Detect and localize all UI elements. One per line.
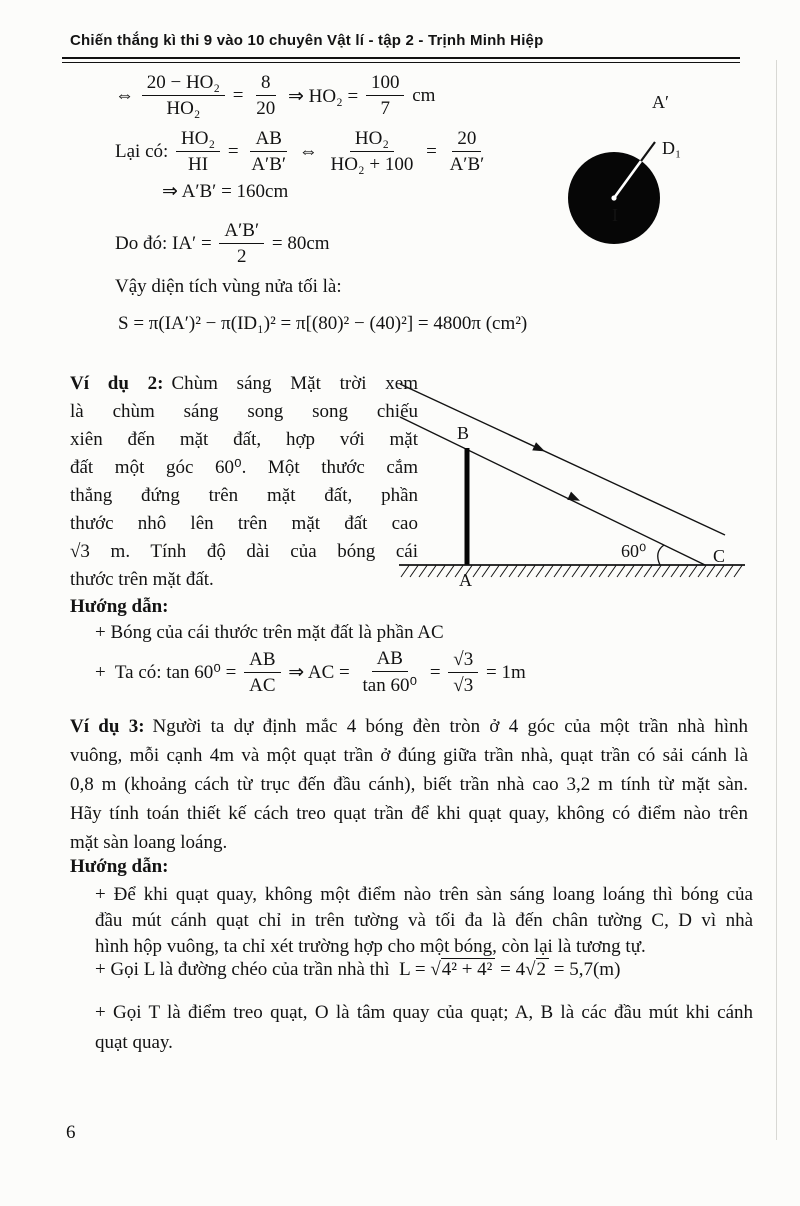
example3-label: Ví dụ 3: [70, 716, 145, 737]
hatch-tick [527, 566, 535, 578]
square-root [525, 958, 549, 981]
math-text: = 4 [495, 958, 526, 980]
hatch-tick [680, 566, 688, 578]
hatch-tick [428, 566, 436, 578]
ray-arrowhead [532, 442, 547, 455]
hatch-tick [599, 566, 607, 578]
hatch-tick [509, 566, 517, 578]
math-text: ⇒ AC = [283, 662, 355, 683]
example3-line: 0,8 m (khoảng cách từ trục đến đầu cánh), biết trần nhà cao 3,2 m tính từ mặt sàn. [70, 774, 748, 795]
denominator: AC [249, 674, 276, 696]
denominator: A′B′ [251, 154, 287, 175]
hatch-tick [572, 566, 580, 578]
hatch-tick [518, 566, 526, 578]
example2-line-text: Chùm sáng Mặt trời xem [171, 373, 418, 394]
numerator: 20 [452, 128, 481, 152]
math-text: = [228, 85, 249, 106]
square-root [430, 958, 495, 981]
ground-hatching [401, 566, 742, 578]
fraction [445, 128, 490, 176]
hatch-tick [617, 566, 625, 578]
math-text: ⇔ [294, 141, 323, 162]
denominator: HO₂ [166, 98, 201, 119]
header-rule-thin [62, 62, 740, 63]
guide2-paragraph [95, 882, 753, 960]
denominator: 7 [380, 98, 390, 119]
math-text: = [421, 141, 442, 162]
radicand: 4² + 4² [441, 958, 496, 981]
hatch-tick [734, 566, 742, 578]
sun-rays [400, 384, 725, 565]
example3-line-text: Người ta dự định mắc 4 bóng đèn tròn ở 4 góc của một trần nhà hình [152, 716, 748, 737]
hatch-tick [554, 566, 562, 578]
numerator: 8 [256, 72, 276, 96]
example3-line: Hãy tính toán thiết kế cách treo quạt trần để khi quạt quay, không có điểm nào trên [70, 803, 748, 824]
penumbra-diagram [552, 88, 722, 263]
hatch-tick [635, 566, 643, 578]
hatch-tick [653, 566, 661, 578]
guide1-title: Hướng dẫn: [70, 596, 169, 617]
formula-ab-result: ⇒ A′B′ = 160cm [162, 181, 289, 202]
numerator: HO₂ [176, 128, 220, 152]
hatch-tick [491, 566, 499, 578]
numerator: A′B′ [219, 220, 264, 244]
math-text: Lại có: [115, 141, 174, 162]
hatch-tick [536, 566, 544, 578]
solution-intro-text: Vậy diện tích vùng nửa tối là: [115, 276, 342, 297]
label-c: C [713, 546, 726, 566]
numerator: AB [250, 128, 286, 152]
example2-line: thẳng đứng trên mặt đất, phần [70, 485, 418, 506]
shadow-diagram [395, 382, 753, 600]
fraction [142, 72, 225, 120]
hatch-tick [581, 566, 589, 578]
label-a-prime: A′ [652, 92, 669, 112]
example2-line: xiên đến mặt đất, hợp với mặt [70, 429, 418, 450]
guide2-point-t [95, 998, 753, 1058]
hatch-tick [608, 566, 616, 578]
fraction [448, 649, 478, 697]
guide1-point2-formula [95, 648, 526, 697]
hatch-tick [419, 566, 427, 578]
math-text: Do đó: IA′ = [115, 233, 217, 254]
rod-outside-disc [641, 142, 655, 161]
formula-area: S = π(IA′)² − π(ID₁)² = π[(80)² − (40)²] = 4800π (cm²) [118, 313, 528, 334]
denominator: 20 [256, 98, 276, 119]
hatch-tick [410, 566, 418, 578]
denominator: tan 60⁰ [362, 675, 418, 696]
example2-paragraph [70, 370, 418, 594]
radicand: 2 [536, 958, 550, 981]
example2-line [70, 370, 418, 398]
hatch-tick [698, 566, 706, 578]
hatch-tick [437, 566, 445, 578]
example2-line: đất một góc 60⁰. Một thước cắm [70, 457, 418, 478]
math-text: ⇔ [115, 85, 139, 106]
guide2-diagonal-formula [95, 958, 620, 981]
hatch-tick [473, 566, 481, 578]
fraction [357, 648, 422, 697]
label-d1: D₁ [662, 138, 682, 158]
fraction [246, 128, 291, 176]
guide2-line: + Để khi quạt quay, không một điểm nào trên sàn sáng loang loáng thì bóng của [95, 884, 753, 905]
math-text: + Ta có: tan 60⁰ = [95, 662, 242, 683]
math-text: = 80cm [267, 233, 330, 254]
label-i: I [612, 205, 618, 225]
example3-line [70, 712, 748, 741]
hatch-tick [716, 566, 724, 578]
header-rule-thick [62, 57, 740, 59]
numerator: AB [372, 648, 408, 672]
hatch-tick [725, 566, 733, 578]
label-b: B [457, 423, 470, 443]
guide2-line: hình hộp vuông, ta chỉ xét trường hợp cho một bóng, còn lại là tương tự. [95, 936, 646, 957]
numerator: AB [244, 649, 280, 673]
example2-line: là chùm sáng song song chiếu [70, 401, 418, 422]
hatch-tick [563, 566, 571, 578]
numerator: HO₂ [350, 128, 394, 152]
example3-line: vuông, mỗi cạnh 4m và một quạt trần ở đúng giữa trần nhà, quạt trần có sải cánh là [70, 745, 748, 766]
example3-paragraph [70, 712, 748, 857]
numerator: √3 [448, 649, 478, 673]
formula-ho2 [115, 72, 435, 120]
hatch-tick [689, 566, 697, 578]
radical-sign: √ [430, 959, 441, 980]
math-text: = [223, 141, 244, 162]
hatch-tick [662, 566, 670, 578]
numerator: 20 − HO₂ [142, 72, 225, 96]
example2-label: Ví dụ 2: [70, 373, 164, 394]
center-dot [611, 195, 616, 200]
math-text: cm [407, 85, 436, 106]
page-header: Chiến thắng kì thi 9 vào 10 chuyên Vật lí - tập 2 - Trịnh Minh Hiệp [70, 32, 544, 49]
math-text: = 5,7(m) [549, 958, 621, 980]
hatch-tick [482, 566, 490, 578]
page-number: 6 [66, 1122, 76, 1143]
guide2-line: đầu mút cánh quạt chỉ in trên tường và tối đa là đến chân tường C, D vì nhà [95, 910, 753, 931]
angle-arc [658, 545, 664, 565]
hatch-tick [626, 566, 634, 578]
ray-arrowhead [567, 492, 582, 505]
hatch-tick [446, 566, 454, 578]
denominator: HO₂ + 100 [330, 154, 414, 175]
hatch-tick [590, 566, 598, 578]
hatch-tick [644, 566, 652, 578]
denominator: 2 [237, 246, 247, 267]
fraction [176, 128, 220, 176]
fraction [326, 128, 419, 176]
math-text: ⇒ HO₂ = [283, 85, 363, 107]
denominator: √3 [453, 674, 474, 696]
example2-line: thước nhô lên trên mặt đất cao [70, 513, 418, 534]
denominator: HI [188, 154, 209, 175]
hatch-tick [401, 566, 409, 578]
hatch-tick [545, 566, 553, 578]
numerator: 100 [366, 72, 405, 96]
math-text: = [425, 661, 446, 683]
sun-ray-through-b [400, 417, 705, 565]
guide2-title: Hướng dẫn: [70, 856, 169, 877]
example2-line: √3 m. Tính độ dài của bóng cái [70, 541, 418, 562]
fraction [219, 220, 264, 268]
label-a: A [459, 570, 472, 590]
formula-ia [115, 220, 330, 268]
denominator: A′B′ [449, 154, 485, 175]
example2-line: thước trên mặt đất. [70, 569, 214, 590]
guide1-point1: + Bóng của cái thước trên mặt đất là phần AC [95, 622, 444, 643]
fraction [244, 649, 280, 697]
radical-sign: √ [525, 959, 536, 980]
formula-similar-triangles [115, 128, 492, 176]
sun-ray-top [400, 384, 725, 535]
math-text: = 1m [481, 661, 526, 683]
label-angle-60: 60⁰ [621, 541, 647, 561]
guide2-line: quạt quay. [95, 1032, 173, 1053]
example3-line: mặt sàn loang loáng. [70, 832, 228, 853]
fraction [366, 72, 405, 120]
hatch-tick [500, 566, 508, 578]
scan-edge-line [776, 60, 777, 1140]
hatch-tick [707, 566, 715, 578]
guide2-line: + Gọi T là điểm treo quạt, O là tâm quay của quạt; A, B là các đầu mút khi cánh [95, 1002, 753, 1023]
math-text: + Gọi L là đường chéo của trần nhà thì L = [95, 958, 431, 980]
hatch-tick [671, 566, 679, 578]
fraction [251, 72, 280, 120]
